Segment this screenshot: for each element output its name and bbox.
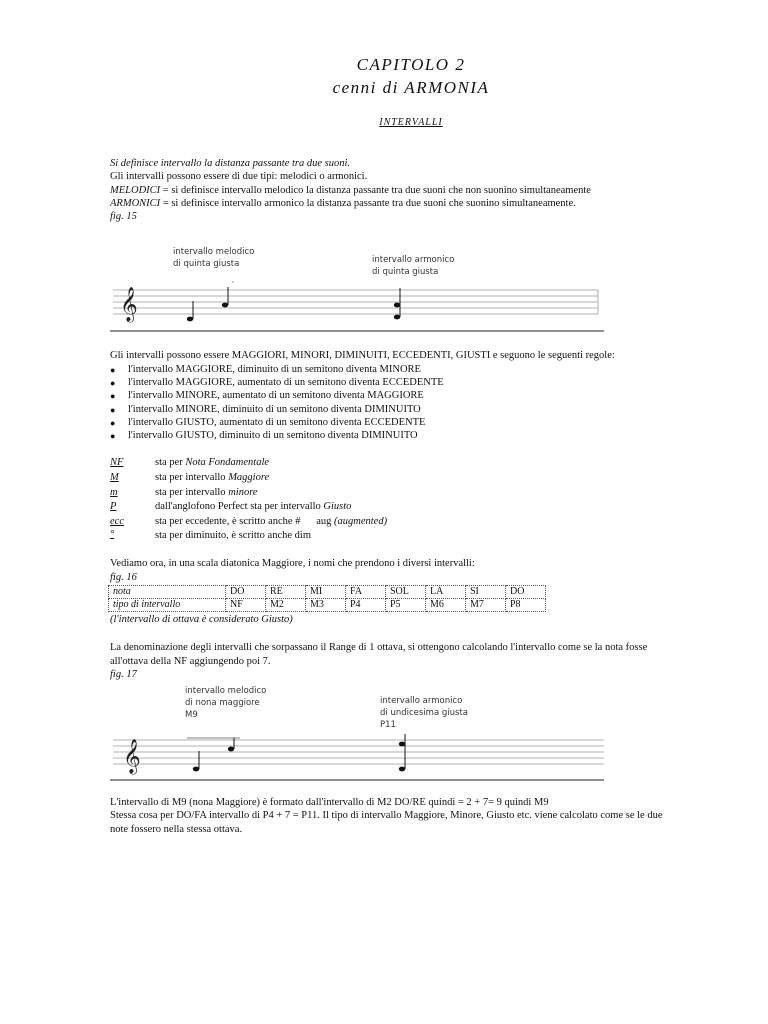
abbr-term: ecc (110, 516, 124, 527)
range-text-2: all'ottava della NF aggiungendo poi 7. (110, 656, 271, 667)
abbr-term: P (110, 501, 117, 512)
table-cell: M3 (306, 599, 346, 612)
fig15-harmonic-label-1: intervallo armonico (372, 255, 455, 265)
melodici-text: = si definisce intervallo melodico la distanza passante tra due suoni che non suonino simultaneamente (160, 185, 591, 196)
fig15-melodic-label-1: intervallo melodico (173, 247, 255, 257)
conclusion-3: note fossero nella stessa ottava. (110, 824, 243, 835)
fig17-label: fig. 17 (110, 669, 137, 680)
bullet-icon: ● (110, 378, 116, 388)
section-heading: INTERVALLI (379, 117, 443, 128)
fig17-melodic-label-1: intervallo melodico (185, 686, 267, 696)
rule-item: l'intervallo GIUSTO, diminuito di un semitono diventa DIMINUITO (128, 430, 418, 441)
scale-intro: Vediamo ora, in una scala diatonica Maggiore, i nomi che prendono i diversi intervalli: (110, 558, 475, 569)
fig15-label: fig. 15 (110, 211, 137, 222)
chapter-subtitle: cenni di ARMONIA (332, 78, 490, 97)
rule-item: l'intervallo MAGGIORE, aumentato di un semitono diventa ECCEDENTE (128, 377, 444, 388)
abbr-definition: sta per intervallo minore (155, 487, 258, 498)
bullet-icon: ● (110, 405, 116, 415)
rule-item: l'intervallo MINORE, diminuito di un semitono diventa DIMINUITO (128, 404, 421, 415)
table-cell: LA (426, 586, 466, 599)
octave-note: (l'intervallo di ottava è considerato Giusto) (110, 614, 293, 625)
fig17-melodic-label-3: M9 (185, 710, 198, 720)
note-do (187, 317, 193, 322)
table-cell: NF (226, 599, 266, 612)
intro-definition: Si definisce intervallo la distanza passante tra due suoni. (110, 158, 351, 169)
table-cell: FA (346, 586, 386, 599)
table-cell: M6 (426, 599, 466, 612)
conclusion-2: Stessa cosa per DO/FA intervallo di P4 + 7 = P11. Il tipo di intervallo Maggiore, Minore, Giusto etc. viene calcolato come se le due (110, 810, 663, 821)
treble-clef-icon: 𝄞 (123, 739, 141, 774)
note-do (399, 767, 405, 772)
conclusion-1: L'intervallo di M9 (nona Maggiore) è formato dall'intervallo di M2 DO/RE quindi = 2 + 7= 9 quindi M9 (110, 797, 549, 808)
bullet-icon: ● (110, 365, 116, 375)
fig16-label: fig. 16 (110, 572, 137, 583)
note-fa (399, 742, 405, 747)
table-cell: SI (466, 586, 506, 599)
range-text-1: La denominazione degli intervalli che sorpassano il Range di 1 ottava, si ottengono calcolando l'intervallo come se la nota fosse (110, 642, 648, 653)
chapter-title: CAPITOLO 2 (356, 55, 466, 74)
armonici-term: ARMONICI (110, 198, 161, 209)
melodici-definition (110, 185, 591, 196)
row-label: nota (109, 586, 226, 599)
rule-item: l'intervallo MAGGIORE, diminuito di un semitono diventa MINORE (128, 364, 421, 375)
melodic-notes (193, 738, 234, 771)
abbr-definition: sta per eccedente, è scritto anche # aug (augmented) (155, 516, 388, 527)
note-re (228, 747, 234, 752)
treble-clef-icon: 𝄞 (120, 287, 138, 322)
abbr-term: M (110, 472, 119, 483)
rule-item: l'intervallo GIUSTO, aumentato di un semitono diventa ECCEDENTE (128, 417, 426, 428)
fig17-harmonic-label-1: intervallo armonico (380, 696, 463, 706)
fig15-harmonic-label-2: di quinta giusta (372, 267, 439, 277)
table-cell: P5 (386, 599, 426, 612)
fig17-melodic-label-2: di nona maggiore (185, 698, 260, 708)
abbr-term: NF (110, 457, 124, 468)
table-cell: P8 (506, 599, 546, 612)
note-sol (222, 303, 228, 308)
fig17-harmonic-label-3: P11 (380, 720, 396, 730)
dot (232, 281, 233, 282)
abbr-definition: sta per Nota Fondamentale (155, 457, 270, 468)
row-label: tipo di intervallo (109, 599, 226, 612)
table-cell: SOL (386, 586, 426, 599)
note-sol (394, 303, 400, 308)
table-cell: P4 (346, 599, 386, 612)
melodic-notes (187, 281, 234, 321)
table-cell: M7 (466, 599, 506, 612)
fig15-staff (0, 270, 768, 340)
abbr-definition: sta per diminuito, è scritto anche dim (155, 530, 312, 541)
abbr-definition: sta per intervallo Maggiore (155, 472, 270, 483)
table-cell: RE (266, 586, 306, 599)
table-row (109, 586, 546, 599)
interval-table (108, 585, 546, 612)
bullet-icon: ● (110, 431, 116, 441)
armonici-text: = si definisce intervallo armonico la distanza passante tra due suoni che suonino simultaneamente. (160, 198, 576, 209)
note-do (394, 315, 400, 320)
fig17-harmonic-label-2: di undicesima giusta (380, 708, 468, 718)
rule-item: l'intervallo MINORE, aumentato di un semitono diventa MAGGIORE (128, 390, 424, 401)
table-cell: M2 (266, 599, 306, 612)
fig17-staff (0, 728, 768, 788)
table-cell: DO (226, 586, 266, 599)
abbr-term: ° (110, 529, 115, 540)
bullet-icon: ● (110, 391, 116, 401)
note-do (193, 767, 199, 772)
table-cell: MI (306, 586, 346, 599)
table-cell: DO (506, 586, 546, 599)
abbr-term: m (110, 487, 118, 498)
melodici-term: MELODICI (110, 185, 161, 196)
rules-intro: Gli intervalli possono essere MAGGIORI, MINORI, DIMINUITI, ECCEDENTI, GIUSTI e seguono le seguenti regole: (110, 350, 615, 361)
fig15-melodic-label-2: di quinta giusta (173, 259, 240, 269)
armonici-definition (110, 198, 576, 209)
abbr-definition: dall'anglofono Perfect sta per intervallo Giusto (155, 501, 352, 512)
intro-types: Gli intervalli possono essere di due tipi: melodici o armonici. (110, 171, 368, 182)
table-row (109, 599, 546, 612)
harmonic-chord (394, 288, 400, 319)
bullet-icon: ● (110, 418, 116, 428)
